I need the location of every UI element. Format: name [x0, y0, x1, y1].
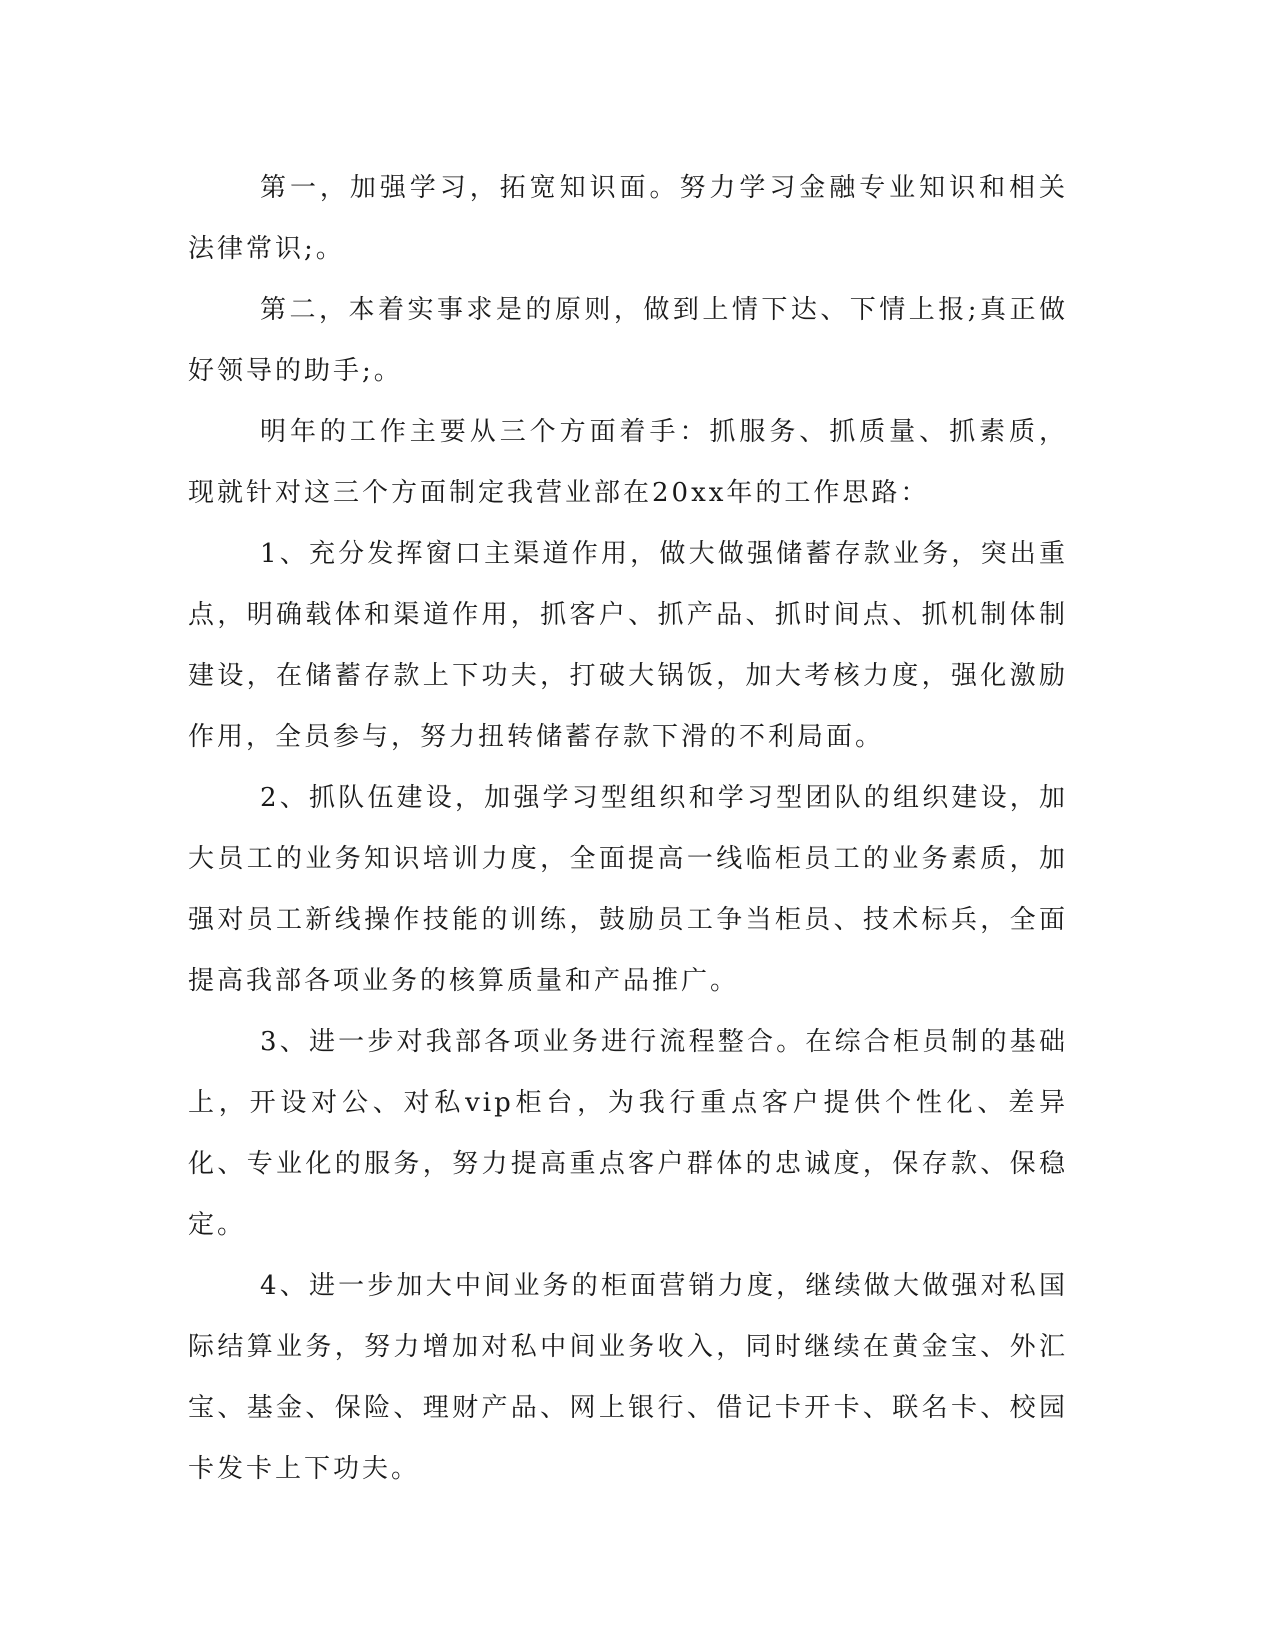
document-body	[188, 158, 1068, 1500]
paragraph-item-1-deposits: 1、充分发挥窗口主渠道作用，做大做强储蓄存款业务，突出重点，明确载体和渠道作用，抓客户、抓产品、抓时间点、抓机制体制建设，在储蓄存款上下功夫，打破大锅饭，加大考核力度，强化激励作用，全员参与，努力扭转储蓄存款下滑的不利局面。	[188, 539, 1068, 752]
paragraph-second-principle: 第二，本着实事求是的原则，做到上情下达、下情上报;真正做好领导的助手;。	[188, 295, 1068, 386]
paragraph-item-4-intermediate: 4、进一步加大中间业务的柜面营销力度，继续做大做强对私国际结算业务，努力增加对私中间业务收入，同时继续在黄金宝、外汇宝、基金、保险、理财产品、网上银行、借记卡开卡、联名卡、校园卡发卡上下功夫。	[188, 1271, 1068, 1484]
paragraph-next-year-plan: 明年的工作主要从三个方面着手：抓服务、抓质量、抓素质，现就针对这三个方面制定我营业部在20xx年的工作思路：	[188, 417, 1068, 508]
paragraph-first-study: 第一，加强学习，拓宽知识面。努力学习金融专业知识和相关法律常识;。	[188, 173, 1068, 264]
paragraph-item-3-process: 3、进一步对我部各项业务进行流程整合。在综合柜员制的基础上，开设对公、对私vip柜台，为我行重点客户提供个性化、差异化、专业化的服务，努力提高重点客户群体的忠诚度，保存款、保稳定。	[188, 1027, 1068, 1240]
paragraph-item-2-team: 2、抓队伍建设，加强学习型组织和学习型团队的组织建设，加大员工的业务知识培训力度，全面提高一线临柜员工的业务素质，加强对员工新线操作技能的训练，鼓励员工争当柜员、技术标兵，全面提高我部各项业务的核算质量和产品推广。	[188, 783, 1068, 996]
